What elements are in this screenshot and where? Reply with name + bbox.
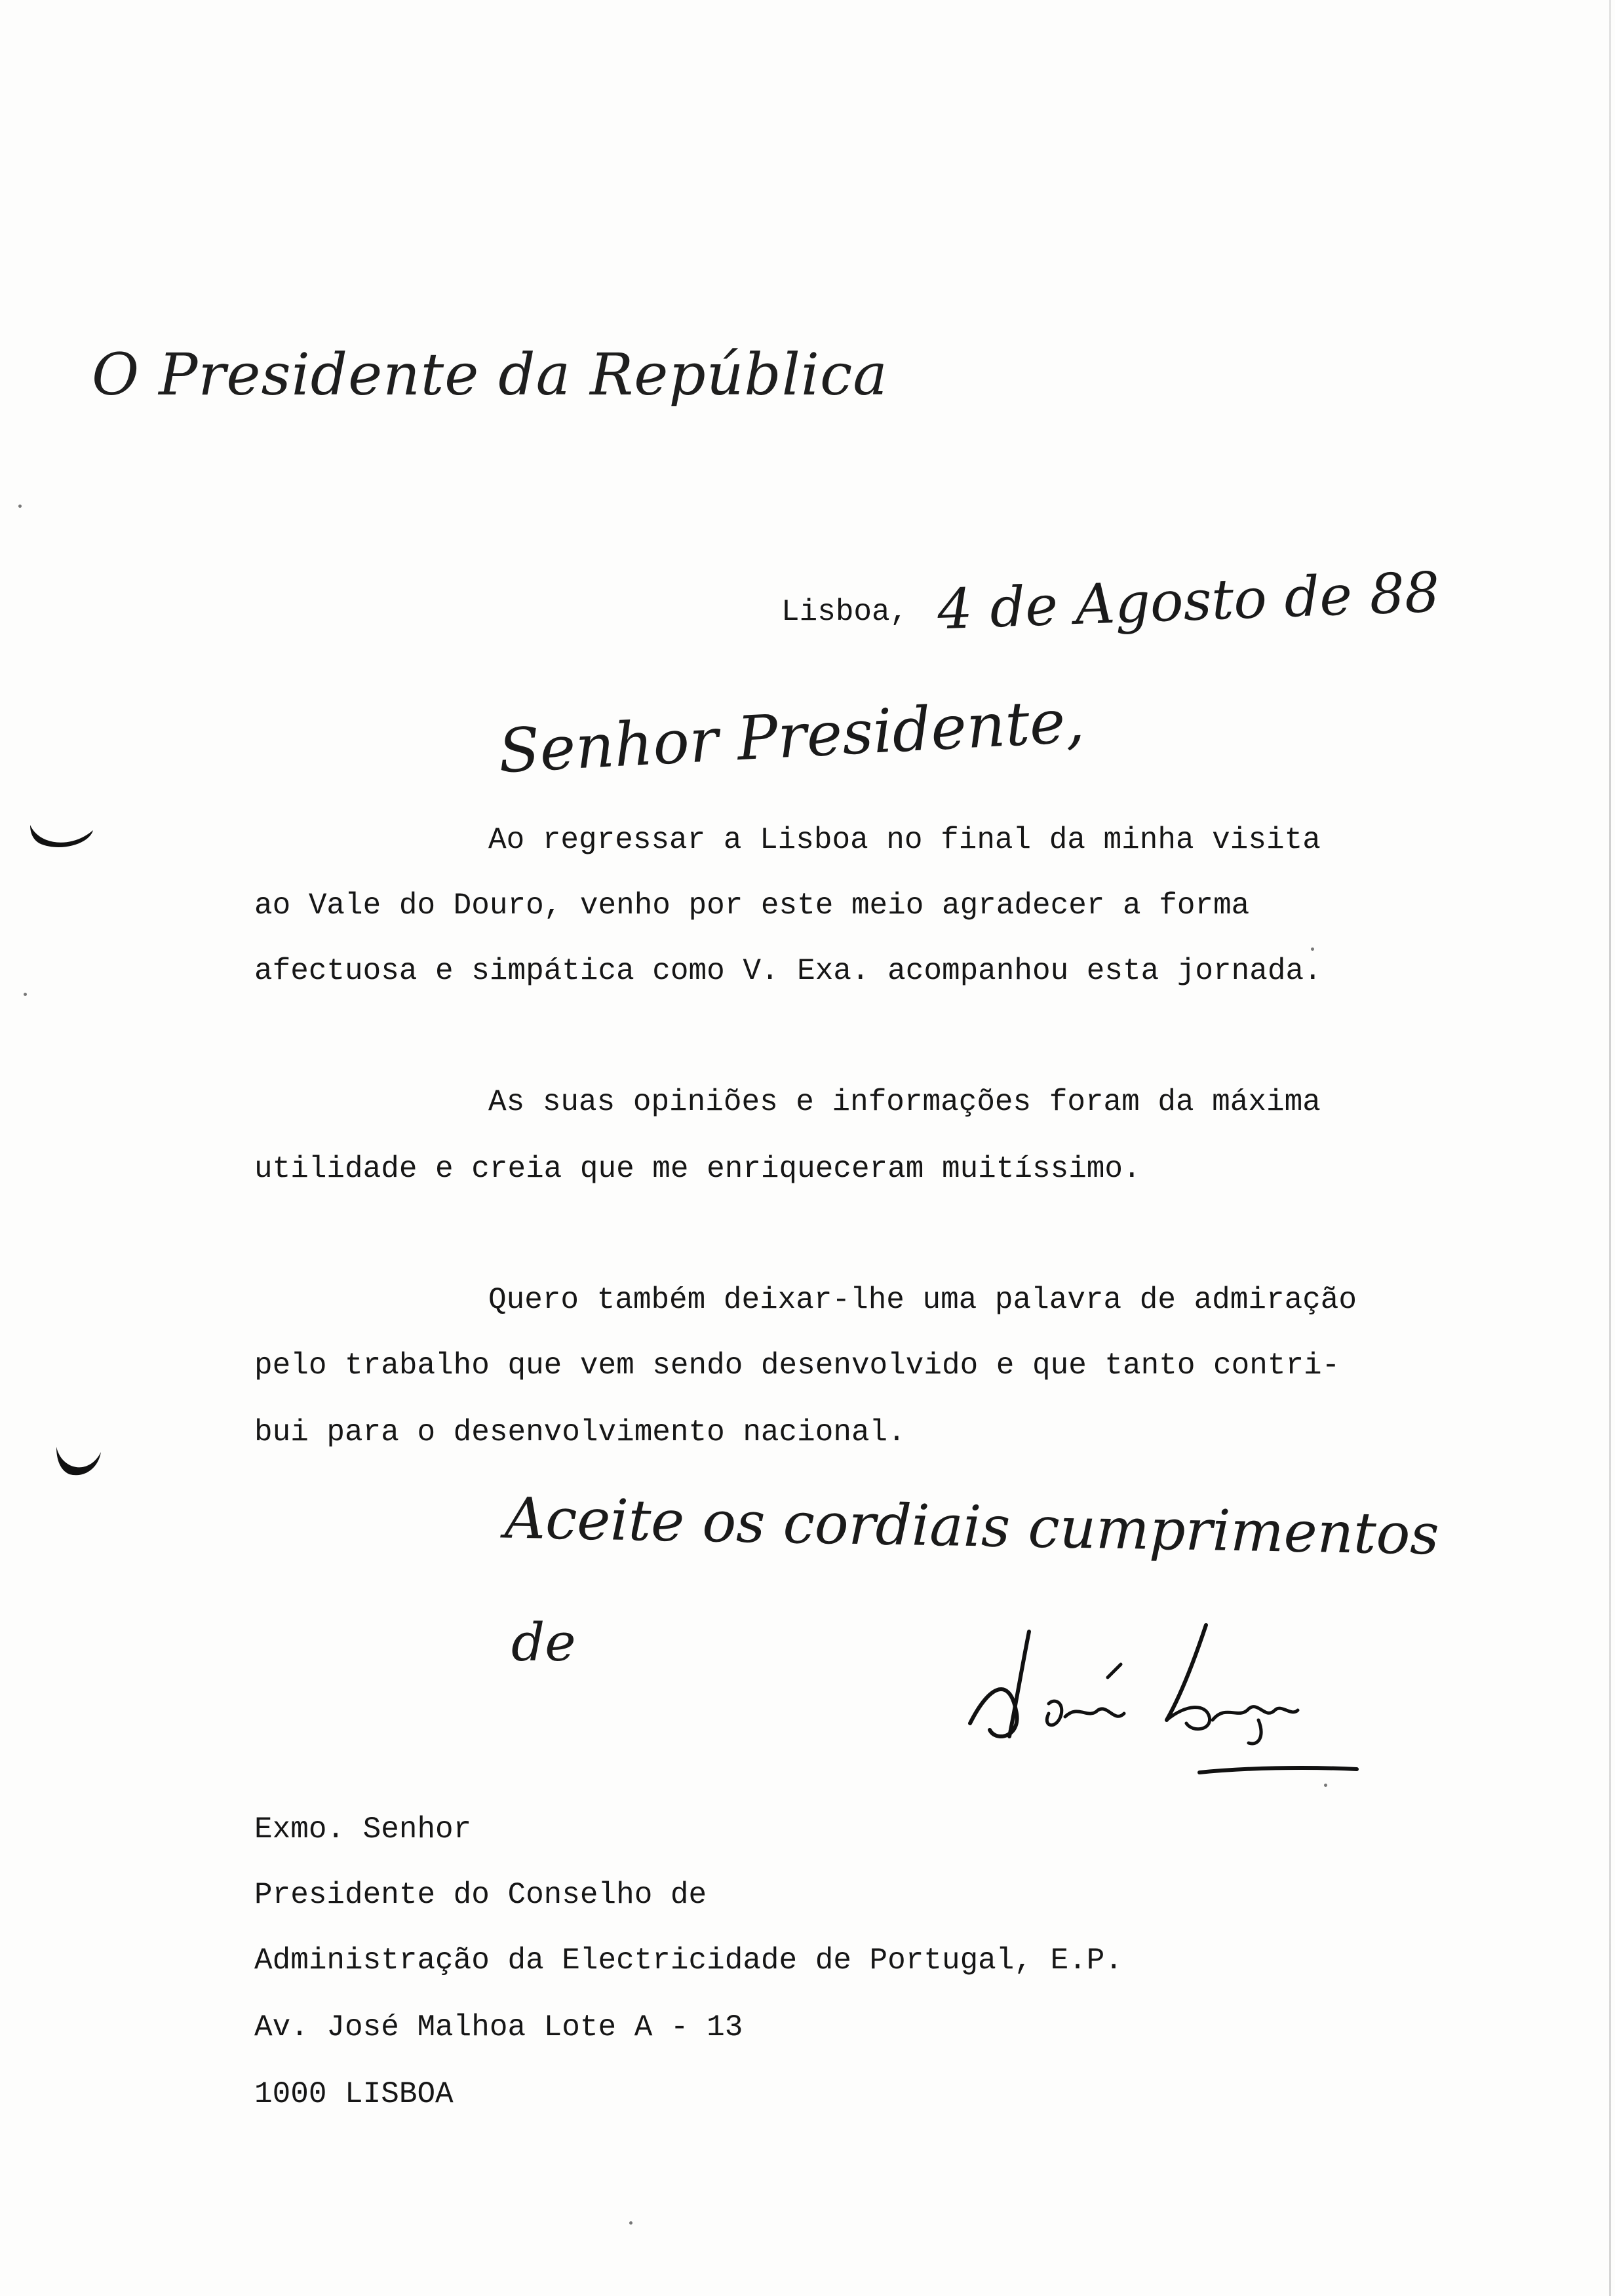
body-line: bui para o desenvolvimento nacional. [254,1415,906,1449]
handwritten-salutation: Senhor Presidente, [496,685,1086,787]
body-line: pelo trabalho que vem sendo desenvolvido e que tanto contri- [254,1349,1340,1383]
body-line: As suas opiniões e informações foram da máxima [488,1085,1321,1119]
scan-speck [18,505,22,508]
scan-speck [629,2221,632,2225]
address-line: Presidente do Conselho de [254,1878,707,1912]
scan-edge-line [1609,0,1611,2296]
handwritten-closing-de: de [511,1612,576,1673]
address-line: 1000 LISBOA [254,2077,454,2111]
scan-speck [1311,947,1314,951]
body-line: Ao regressar a Lisboa no final da minha visita [488,823,1321,857]
body-line: afectuosa e simpática como V. Exa. acompanhou esta jornada. [254,954,1322,988]
handwritten-closing: Aceite os cordiais cumprimentos [504,1485,1440,1568]
scan-speck [24,993,27,996]
punch-hole-mark-icon [26,816,98,855]
punch-hole-mark-icon [52,1442,105,1481]
body-line: ao Vale do Douro, venho por este meio agradecer a forma [254,889,1250,923]
address-line: Av. José Malhoa Lote A - 13 [254,2010,743,2044]
signature-image [950,1605,1370,1795]
address-line: Administração da Electricidade de Portugal, E.P. [254,1943,1123,1978]
dateline-place: Lisboa, [781,595,908,629]
body-line: utilidade e creia que me enriqueceram muitíssimo. [254,1152,1141,1186]
scan-speck [1324,1784,1327,1787]
letterhead-title: O Presidente da República [92,341,888,408]
body-line: Quero também deixar-lhe uma palavra de admiração [488,1283,1357,1317]
handwritten-date: 4 de Agosto de 88 [936,560,1441,642]
address-line: Exmo. Senhor [254,1812,472,1846]
